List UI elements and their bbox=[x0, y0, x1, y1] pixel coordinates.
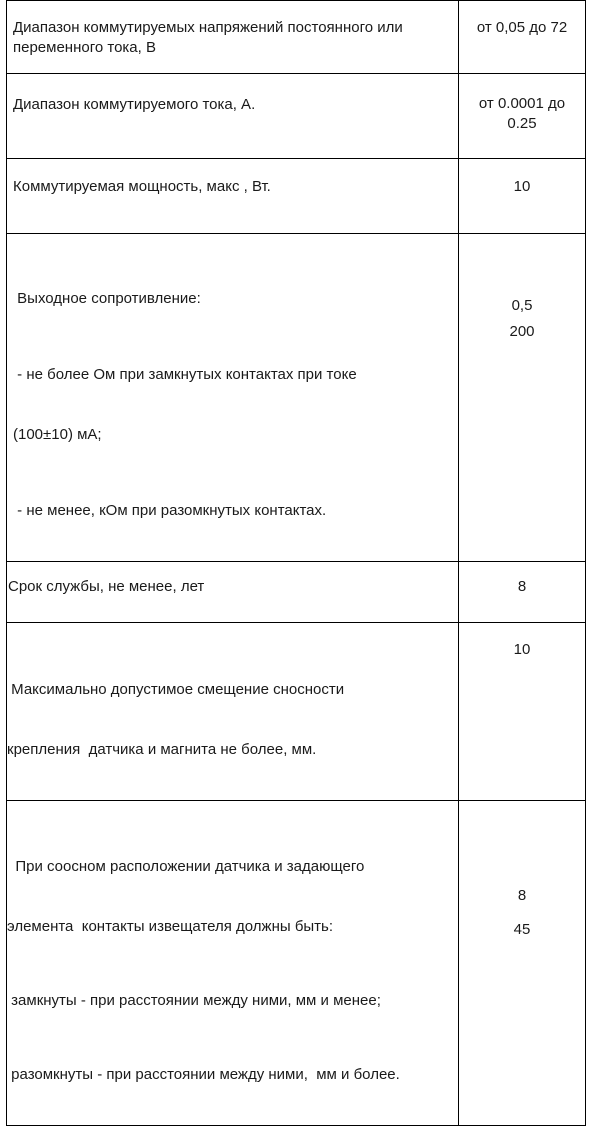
value-cell bbox=[459, 801, 586, 1126]
table-row bbox=[7, 562, 586, 623]
parameter-text: элемента контакты извещателя должны быть: bbox=[7, 918, 334, 935]
table-row bbox=[7, 74, 586, 159]
parameter-text: крепления датчика и магнита не более, мм. bbox=[7, 741, 317, 758]
parameter-text: Коммутируемая мощность, макс , Вт. bbox=[13, 178, 271, 195]
value-cell bbox=[459, 1, 586, 74]
parameter-cell bbox=[7, 159, 459, 234]
parameter-text: Максимально допустимое смещение сносности bbox=[7, 681, 345, 698]
table-row bbox=[7, 801, 586, 1126]
parameter-cell bbox=[7, 623, 459, 801]
value-cell bbox=[459, 623, 586, 801]
table-row bbox=[7, 159, 586, 234]
parameter-text: Выходное сопротивление: bbox=[13, 290, 201, 307]
parameter-cell bbox=[7, 562, 459, 623]
parameter-cell bbox=[7, 234, 459, 562]
value-text: от 0,05 до 72 bbox=[476, 19, 568, 36]
value-text: 8 bbox=[517, 887, 527, 904]
parameter-text: замкнуты - при расстоянии между ними, мм и менее; bbox=[7, 992, 381, 1009]
parameter-text: Срок службы, не менее, лет bbox=[8, 578, 205, 595]
value-cell bbox=[459, 562, 586, 623]
parameter-text: (100±10) мА; bbox=[13, 426, 102, 443]
value-cell bbox=[459, 234, 586, 562]
parameter-cell bbox=[7, 801, 459, 1126]
value-text: 8 bbox=[517, 578, 527, 595]
parameter-text: - не более Ом при замкнутых контактах при токе bbox=[13, 366, 357, 383]
specifications-table bbox=[6, 0, 586, 1126]
parameter-cell bbox=[7, 74, 459, 159]
value-cell bbox=[459, 74, 586, 159]
parameter-text: разомкнуты - при расстоянии между ними, мм и более. bbox=[7, 1066, 400, 1083]
value-text: 10 bbox=[513, 178, 531, 195]
parameter-cell bbox=[7, 1, 459, 74]
value-text: 0,5 bbox=[511, 297, 533, 314]
value-text: 10 bbox=[513, 641, 531, 658]
table-row bbox=[7, 623, 586, 801]
value-cell bbox=[459, 159, 586, 234]
value-text: 0.25 bbox=[507, 115, 537, 132]
parameter-text: переменного тока, В bbox=[13, 39, 156, 56]
parameter-text: Диапазон коммутируемых напряжений постоянного или bbox=[13, 19, 403, 36]
value-text: 45 bbox=[513, 921, 531, 938]
parameter-text: При соосном расположении датчика и задающего bbox=[7, 858, 365, 875]
value-text: 200 bbox=[509, 323, 535, 340]
parameter-text: - не менее, кОм при разомкнутых контактах. bbox=[13, 502, 327, 519]
table-row bbox=[7, 1, 586, 74]
value-text: от 0.0001 до bbox=[478, 95, 566, 112]
parameter-text: Диапазон коммутируемого тока, А. bbox=[13, 96, 256, 113]
table-row bbox=[7, 234, 586, 562]
